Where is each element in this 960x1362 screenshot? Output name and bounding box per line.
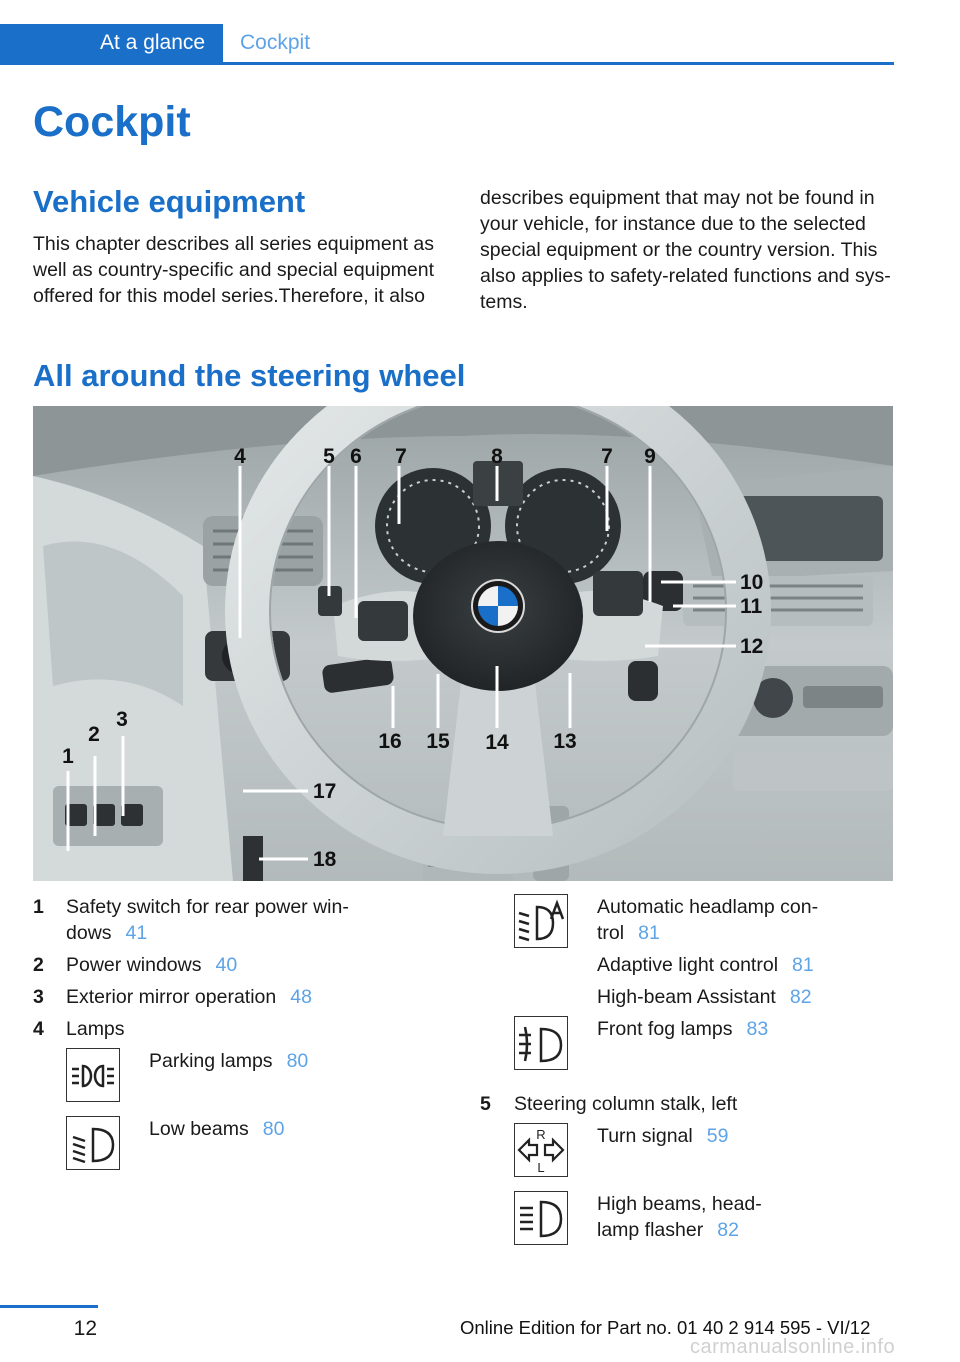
list-number-1: 1 bbox=[33, 896, 44, 918]
turn-signal-icon bbox=[514, 1123, 568, 1177]
page-title: Cockpit bbox=[33, 98, 191, 146]
section-heading-vehicle-equipment: Vehicle equipment bbox=[33, 184, 306, 219]
tab-at-a-glance[interactable]: At a glance bbox=[0, 24, 223, 62]
page-ref[interactable]: 41 bbox=[125, 922, 148, 944]
list-item-high-beams: High beams, head- bbox=[597, 1193, 762, 1215]
list-item-front-fog-lamps: Front fog lamps 83 bbox=[597, 1018, 769, 1040]
paragraph-left: This chapter describes all series equipment as well as country-specific and special equipment offered for this model series.Therefore, it also bbox=[33, 233, 435, 307]
list-item-safety-switch-cont: dows 41 bbox=[66, 922, 148, 944]
list-item-auto-headlamp-cont: trol 81 bbox=[597, 922, 660, 944]
callout-9: 9 bbox=[644, 445, 656, 468]
list-item-steering-stalk-left: Steering column stalk, left bbox=[514, 1093, 738, 1115]
callout-6: 6 bbox=[350, 445, 362, 468]
turn-icon-letter-l: L bbox=[537, 1160, 545, 1175]
list-item-lamps: Lamps bbox=[66, 1018, 125, 1040]
page-ref[interactable]: 82 bbox=[789, 986, 812, 1008]
callout-16: 16 bbox=[378, 730, 402, 753]
tab-cockpit[interactable]: Cockpit bbox=[240, 31, 311, 54]
list-item-parking-lamps: Parking lamps 80 bbox=[149, 1050, 309, 1072]
list-number-3: 3 bbox=[33, 986, 44, 1008]
high-beams-icon bbox=[514, 1191, 568, 1245]
callout-1: 1 bbox=[62, 745, 74, 768]
page-ref[interactable]: 82 bbox=[717, 1219, 739, 1241]
callout-15: 15 bbox=[426, 730, 450, 753]
callout-5: 5 bbox=[323, 445, 335, 468]
page-ref[interactable]: 40 bbox=[215, 954, 238, 976]
paragraph-right: describes equipment that may not be found in your vehicle, for instance due to the selected special equipment or the country version. This also applies to safety-related functions and sys-tems. bbox=[480, 187, 891, 313]
auto-headlamp-icon bbox=[514, 894, 568, 948]
callout-11: 11 bbox=[740, 595, 763, 618]
page-number: 12 bbox=[73, 1317, 97, 1340]
list-item-power-windows: Power windows 40 bbox=[66, 954, 238, 976]
front-fog-lamps-icon bbox=[514, 1016, 568, 1070]
list-number-2: 2 bbox=[33, 954, 44, 976]
page-ref[interactable]: 83 bbox=[746, 1018, 769, 1040]
turn-icon-letter-r: R bbox=[536, 1127, 546, 1142]
list-item-turn-signal: Turn signal 59 bbox=[597, 1125, 729, 1147]
callout-8: 8 bbox=[491, 445, 503, 468]
callout-14: 14 bbox=[485, 731, 509, 754]
callout-12: 12 bbox=[740, 635, 764, 658]
list-item-adaptive-light: Adaptive light control 81 bbox=[597, 954, 814, 976]
section-heading-steering-wheel: All around the steering wheel bbox=[33, 358, 466, 393]
footer-rule bbox=[0, 1305, 98, 1308]
list-item-low-beams: Low beams 80 bbox=[149, 1118, 285, 1140]
page-ref[interactable]: 59 bbox=[706, 1125, 729, 1147]
callout-7-right: 7 bbox=[601, 445, 613, 468]
callout-17: 17 bbox=[313, 780, 337, 803]
page-ref[interactable]: 80 bbox=[286, 1050, 309, 1072]
watermark: carmanualsonline.info bbox=[690, 1336, 896, 1358]
edition-note: Online Edition for Part no. 01 40 2 914 595 - VI/12 bbox=[460, 1317, 871, 1338]
list-item-safety-switch: Safety switch for rear power win- bbox=[66, 896, 349, 918]
list-item-mirror: Exterior mirror operation 48 bbox=[66, 986, 312, 1008]
page-ref[interactable]: 81 bbox=[792, 954, 814, 976]
list-number-5: 5 bbox=[480, 1093, 491, 1115]
callout-18: 18 bbox=[313, 848, 337, 871]
list-number-4: 4 bbox=[33, 1018, 44, 1040]
callout-13: 13 bbox=[553, 730, 577, 753]
callout-2: 2 bbox=[88, 723, 100, 746]
list-item-high-beams-cont: lamp flasher 82 bbox=[597, 1219, 739, 1241]
list-item-auto-headlamp: Automatic headlamp con- bbox=[597, 896, 819, 918]
page-ref[interactable]: 81 bbox=[638, 922, 660, 944]
callout-10: 10 bbox=[740, 571, 764, 594]
list-item-high-beam-assistant: High-beam Assistant 82 bbox=[597, 986, 812, 1008]
callout-7-left: 7 bbox=[395, 445, 407, 468]
callout-3: 3 bbox=[116, 708, 128, 731]
page-ref[interactable]: 80 bbox=[262, 1118, 285, 1140]
page-ref[interactable]: 48 bbox=[290, 986, 312, 1008]
callout-4: 4 bbox=[234, 445, 246, 468]
